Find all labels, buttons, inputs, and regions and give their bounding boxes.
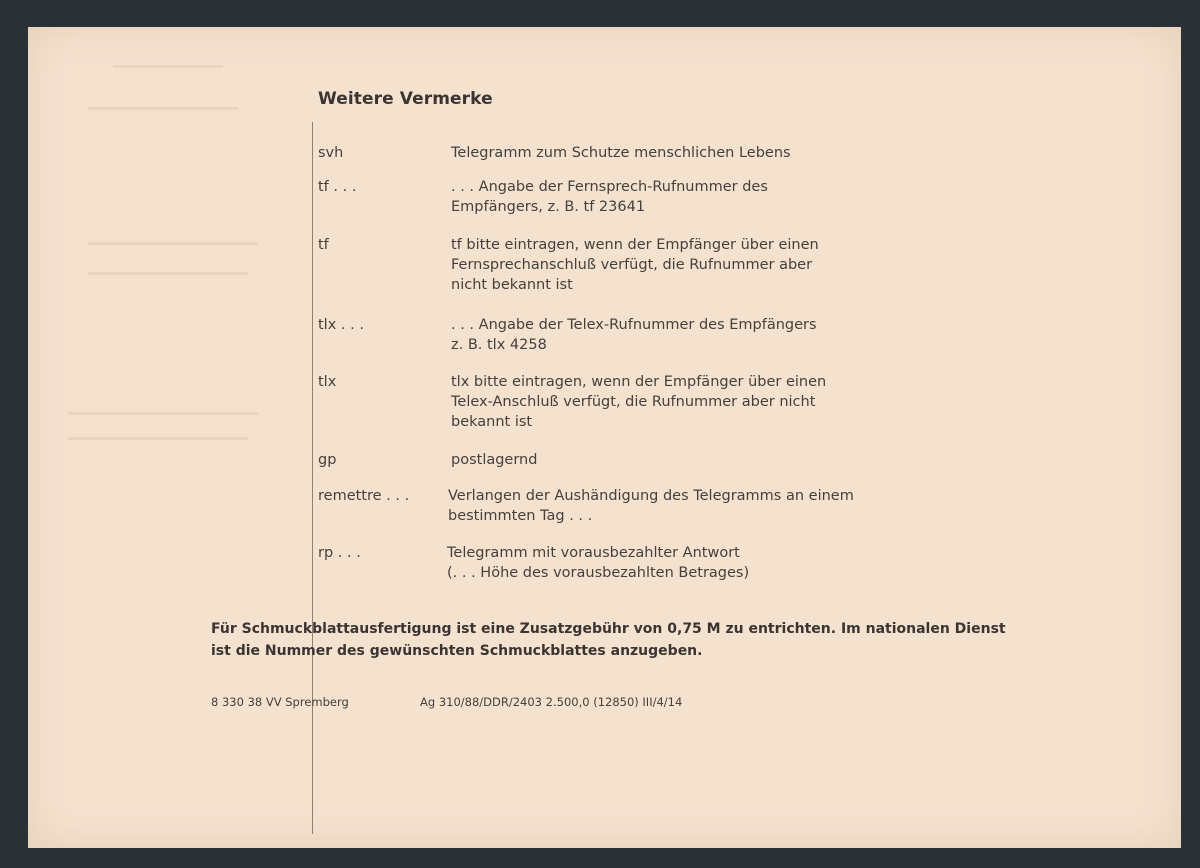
entry-code-gp: gp <box>318 452 337 468</box>
show-through-mark <box>88 107 238 110</box>
entry-code-svh: svh <box>318 145 344 161</box>
entry-code-tlx: tlx <box>318 374 337 390</box>
entry-code-remettre: remettre . . . <box>318 488 410 504</box>
entry-line: Verlangen der Aushändigung des Telegramms an einem <box>448 488 854 504</box>
entry-description-rp <box>447 543 749 583</box>
show-through-mark <box>68 437 248 440</box>
entry-line: z. B. tlx 4258 <box>451 337 547 353</box>
entry-line: nicht bekannt ist <box>451 277 573 293</box>
entry-line: tlx bitte eintragen, wenn der Empfänger über einen <box>451 374 827 390</box>
entry-description-tf <box>451 235 819 295</box>
entry-line: (. . . Höhe des vorausbezahlten Betrages) <box>447 565 750 581</box>
entry-line: . . . Angabe der Fernsprech-Rufnummer des <box>451 179 768 195</box>
entry-line: bekannt ist <box>451 414 533 430</box>
entry-line: Telegramm mit vorausbezahlter Antwort <box>447 545 740 561</box>
entry-description-tlx-number <box>451 315 817 355</box>
show-through-mark <box>68 412 258 415</box>
fee-note-line: ist die Nummer des gewünschten Schmuckblattes anzugeben. <box>211 643 703 659</box>
show-through-mark <box>113 65 223 68</box>
entry-line: . . . Angabe der Telex-Rufnummer des Empfängers <box>451 317 817 333</box>
document-sheet <box>28 27 1181 848</box>
entry-code-tlx-number: tlx . . . <box>318 317 364 333</box>
fee-note-line: Für Schmuckblattausfertigung ist eine Zusatzgebühr von 0,75 M zu entrichten. Im nationalen Dienst <box>211 621 1006 637</box>
fold-line <box>312 122 313 834</box>
fee-note <box>211 618 1006 662</box>
show-through-mark <box>88 272 248 275</box>
entry-description-remettre <box>448 486 854 526</box>
entry-description-tlx <box>451 372 826 432</box>
entry-line: bestimmten Tag . . . <box>448 508 593 524</box>
entry-line: Telegramm zum Schutze menschlichen Lebens <box>451 145 791 161</box>
show-through-mark <box>88 242 258 245</box>
entry-code-rp: rp . . . <box>318 545 361 561</box>
footer-license-code: Ag 310/88/DDR/2403 2.500,0 (12850) III/4/14 <box>420 695 683 709</box>
entry-line: Fernsprechanschluß verfügt, die Rufnummer aber <box>451 257 813 273</box>
footer-printer-code: 8 330 38 VV Spremberg <box>211 695 349 709</box>
entry-line: tf bitte eintragen, wenn der Empfänger über einen <box>451 237 819 253</box>
entry-line: Empfängers, z. B. tf 23641 <box>451 199 646 215</box>
entry-code-tf: tf <box>318 237 329 253</box>
entry-description-tf-number <box>451 177 768 217</box>
entry-code-tf-number: tf . . . <box>318 179 357 195</box>
entry-line: Telex-Anschluß verfügt, die Rufnummer aber nicht <box>451 394 816 410</box>
section-title: Weitere Vermerke <box>318 89 493 109</box>
entry-line: postlagernd <box>451 452 538 468</box>
entry-description-gp <box>451 450 537 470</box>
entry-description-svh <box>451 143 791 163</box>
